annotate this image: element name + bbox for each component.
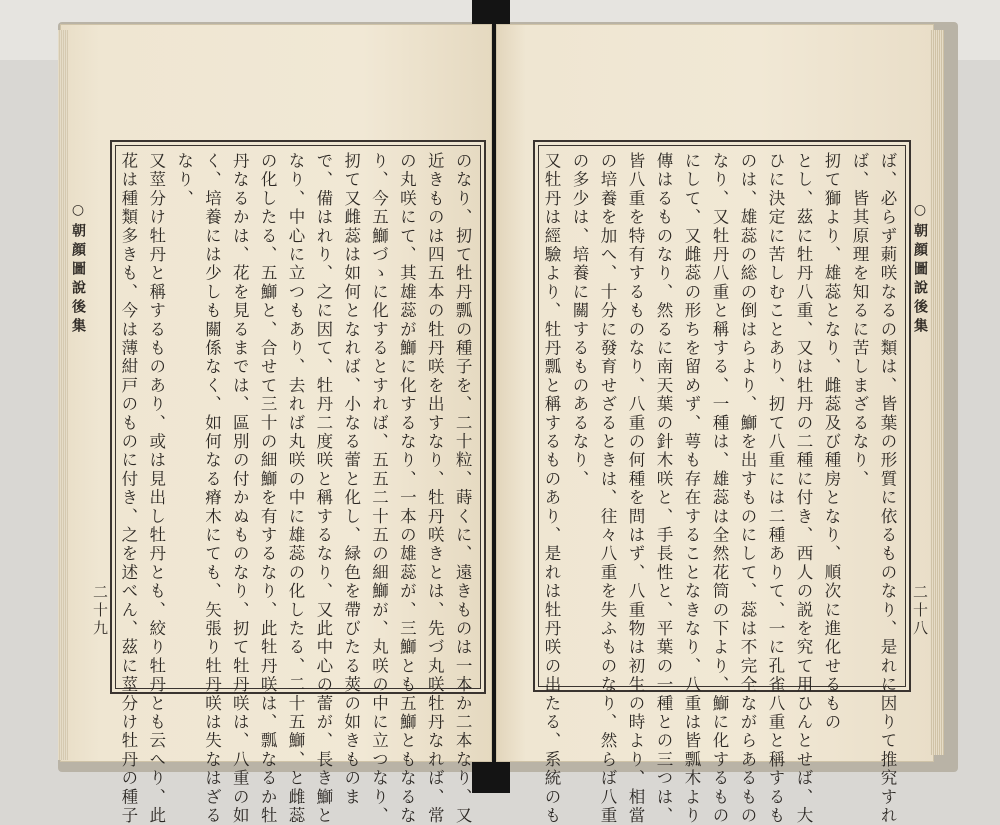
- text-column: にして、又雌蕊の形ちを留めず、萼も存在することなきなり、八重は皆瓢木より: [682, 152, 701, 825]
- page-edges-left: [58, 30, 68, 760]
- text-column: 又莖分け牡丹と稱するものあり、或は見出し牡丹とも、絞り牡丹とも云へり、此: [146, 152, 166, 825]
- text-column: 花は種類多きも、今は薄紺戸のものに付き、之を述べん、茲に莖分け牡丹の種子: [118, 152, 138, 825]
- text-column: なり、又牡丹八重と稱する、一種は、雄蕊は全然花筒の下より、鰤に化するもの: [710, 152, 729, 825]
- text-column: の化したる、五鰤と、合せて三十の細鰤を有するなり、此牡丹咲は、瓢なるか牡: [258, 152, 278, 825]
- text-column: のなり、扨て牡丹瓢の種子を、二十粒、蒔くに、遠きものは一本か二本なり、又: [453, 152, 473, 825]
- text-column: の多少は、培養に關するものあるなり、: [570, 152, 589, 489]
- left-text-frame: [110, 140, 486, 825]
- text-column: 又牡丹は經驗より、牡丹瓢と稱するものあり、是れは牡丹咲の出たる、系統のも: [542, 152, 561, 825]
- text-column: 近きものは四五本の牡丹咲を出すなり、牡丹咲きとは、先づ丸咲牡丹なれば、常: [425, 152, 445, 825]
- text-column: 扨て獅より、雄蕊となり、雌蕊及び種房となり、順次に進化せるもの: [822, 152, 841, 732]
- text-column: く、培養には少しも關係なく、如何なる瘠木にても、矢張り牡丹咲は失なはざる: [202, 152, 222, 825]
- page-number-left: 二十九: [91, 584, 109, 638]
- text-column: なり、中心に立つもあり、去れば丸咲の中に雄蕊の化したる、二十五鰤、と雌蕊: [286, 152, 305, 825]
- running-head-left: ○朝顔圖說後集: [70, 202, 86, 337]
- page-number-right: 二十八: [911, 584, 929, 638]
- text-column: の丸咲にて、其雄蕊が鰤に化するなり、一本の雄蕊が、三鰤とも五鰤ともなるな: [397, 152, 417, 825]
- text-column: ひに決定に苦しむことあり、扨て八重には二種ありて、一に孔雀八重と稱するも: [766, 152, 785, 825]
- left-page: [60, 24, 492, 825]
- text-column: のは、雄蕊の総の倒はらより、鰤を出すものにして、蕊は不完全ながらあるもの: [738, 152, 757, 825]
- text-column: 扨て又雌蕊は如何となれば、小なる蕾と化し、緑色を帶びたる莢の如きものま: [341, 152, 361, 807]
- text-column: ば、必らず莿咲なるの類は、皆葉の形質に依るものなり、是れに因りて推究すれ: [878, 152, 897, 825]
- text-column: なり、: [174, 152, 194, 209]
- right-page: [496, 24, 934, 825]
- text-column: で、備はれり、之に因て、牡丹二度咲と稱するなり、又此中心の蕾が、長き鰤と: [313, 152, 333, 825]
- right-text-frame: [533, 140, 911, 825]
- text-column: とし、茲に牡丹八重、又は牡丹の二種に付き、西人の説を究て用ひんとせば、大: [794, 152, 813, 825]
- text-column: り、今五鰤づゝに化するとすれば、五五二十五の細鰤が、丸咲の中に立つなり、: [369, 152, 389, 825]
- text-column: の培養を加へ、十分に發育せざるときは、往々八重を失ふものなり、然らば八重: [598, 152, 617, 825]
- text-column: 丹なるかは、花を見るまでは、區別の付かぬものなり、扨て牡丹咲は、八重の如: [230, 152, 250, 825]
- page-edges-right: [930, 30, 944, 755]
- text-column: 傳はるものなり、然るに南天葉の針木咲と、手長性と、平葉の一種との三つは、: [654, 152, 673, 825]
- text-column: 皆八重を特有するものなり、八重の何種を問はず、八重物は初生の時より、相當: [626, 152, 645, 825]
- text-column: ば、皆其原理を知るに苦しまざるなり、: [850, 152, 869, 489]
- running-head-right: ○朝顔圖說後集: [912, 202, 928, 337]
